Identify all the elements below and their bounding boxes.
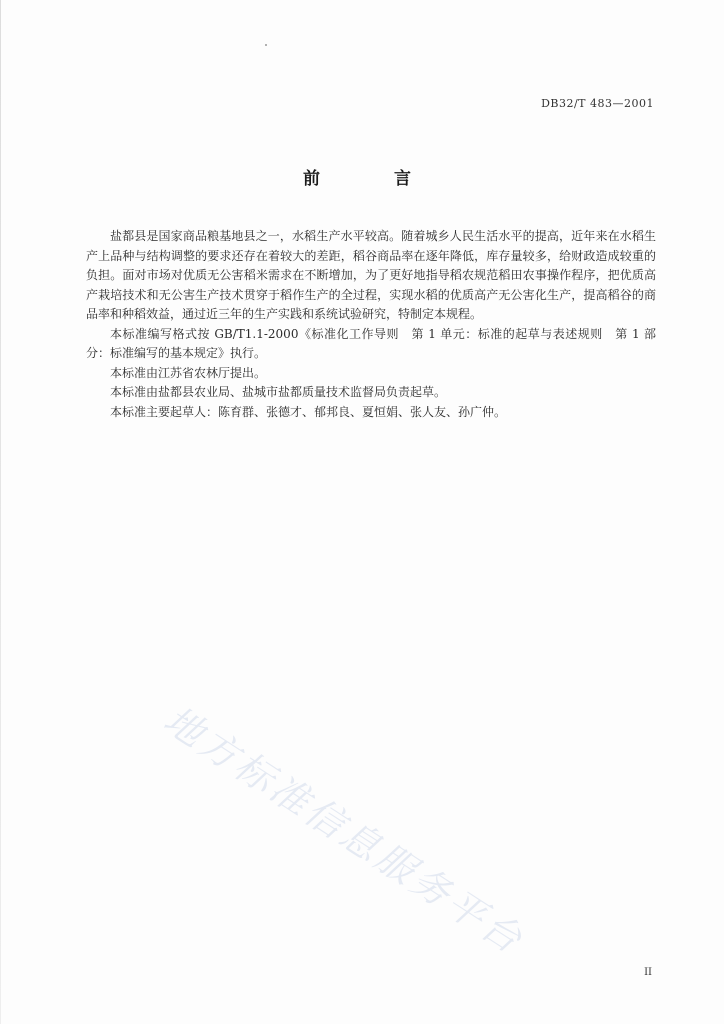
paragraph-drafting-unit: 本标准由盐都县农业局、盐城市盐都质量技术监督局负责起草。 [110, 385, 447, 399]
foreword-body [86, 227, 656, 422]
scan-edge [0, 0, 1, 1024]
paragraph-background: 盐都县是国家商品粮基地县之一，水稻生产水平较高。随着城乡人民生活水平的提高，近年来在水稻生产上品种与结构调整的要求还存在着较大的差距，稻谷商品率在逐年降低，库存量较多，给财政造成较重的负担。面对市场对优质无公害稻米需求在不断增加，为了更好地指导稻农规范稻田农事操作程序，把优质高产栽培技术和无公害生产技术贯穿于稻作生产的全过程，实现水稻的优质高产无公害化生产，提高稻谷的商品率和种稻效益，通过近三年的生产实践和系统试验研究，特制定本规程。 [86, 229, 656, 321]
paragraph-proposer: 本标准由江苏省农林厅提出。 [110, 365, 267, 380]
paragraph-drafters: 本标准主要起草人：陈育群、张德才、郁邦良、夏恒娟、张人友、孙广仲。 [110, 404, 507, 419]
page-title: 前 言 [303, 169, 445, 189]
standard-code: DB32/T 483—2001 [541, 97, 654, 110]
watermark: 地方标准信息服务平台 [156, 697, 533, 964]
scan-speck [265, 44, 267, 46]
paragraph-format: 本标准编写格式按 GB/T1.1-2000《标准化工作导则 第 1 单元：标准的起草与表述规则 第 1 部分：标准编写的基本规定》执行。 [86, 326, 656, 360]
page-number: II [644, 967, 652, 978]
